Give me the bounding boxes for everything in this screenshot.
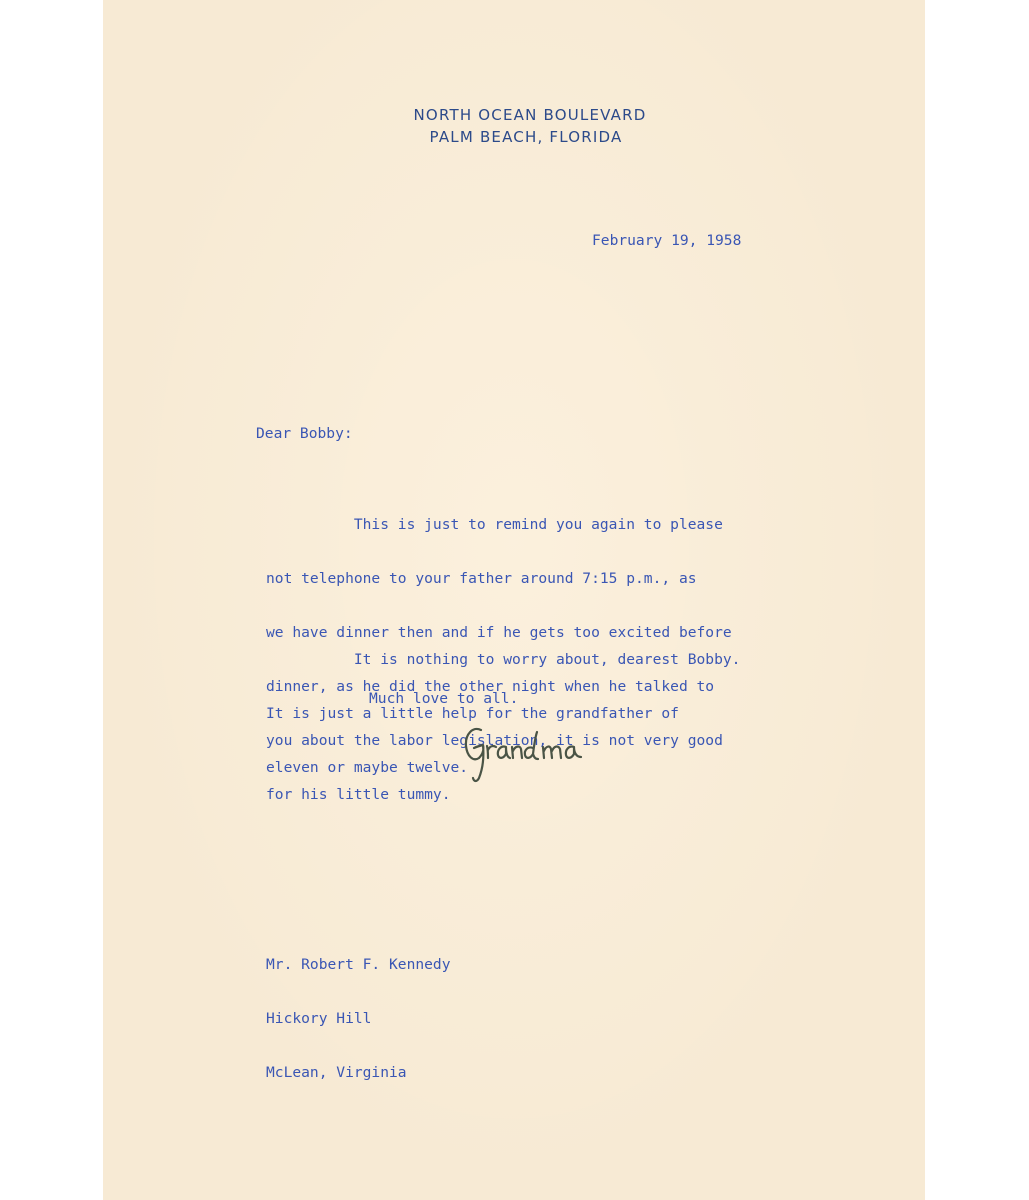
- address-line: Hickory Hill: [266, 1010, 372, 1027]
- salutation: Dear Bobby:: [256, 425, 353, 442]
- body-line: It is just a little help for the grandfather of: [266, 705, 679, 722]
- body-line: This is just to remind you again to please: [266, 516, 723, 533]
- body-line: you about the labor legislation, it is not very good: [266, 732, 723, 749]
- address-line: McLean, Virginia: [266, 1064, 407, 1081]
- letterhead-street: NORTH OCEAN BOULEVARD: [413, 106, 647, 124]
- handwritten-signature: [459, 716, 607, 788]
- body-line: dinner, as he did the other night when he talked to: [266, 678, 715, 695]
- body-line: not telephone to your father around 7:15 p.m., as: [266, 570, 697, 587]
- body-line: eleven or maybe twelve.: [266, 759, 469, 776]
- letterhead-city: PALM BEACH, FLORIDA: [429, 128, 623, 146]
- body-line: we have dinner then and if he gets too excited before: [266, 624, 732, 641]
- letter-date: February 19, 1958: [592, 232, 742, 249]
- letter-sheet: [103, 0, 925, 1200]
- closing: Much love to all.: [369, 690, 519, 707]
- body-line: It is nothing to worry about, dearest Bobby.: [266, 651, 741, 668]
- address-line: Mr. Robert F. Kennedy: [266, 956, 451, 973]
- body-line: for his little tummy.: [266, 786, 451, 803]
- recipient-address: [266, 920, 451, 1118]
